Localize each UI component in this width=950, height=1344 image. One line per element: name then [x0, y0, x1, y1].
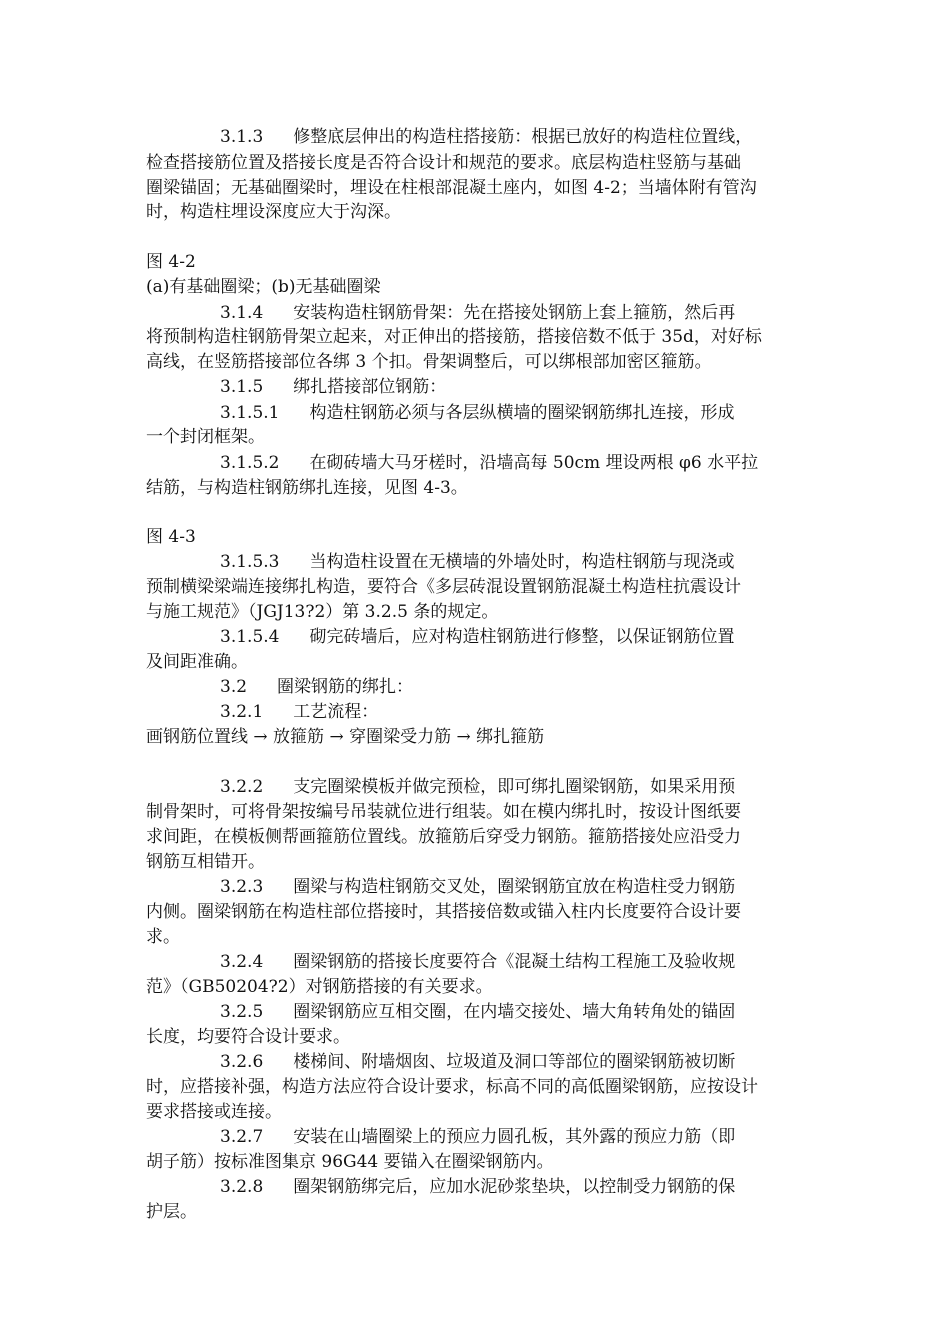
figure-4-3-label: 图 4-3 — [146, 527, 196, 547]
section-number: 3.2.7 — [220, 1127, 264, 1147]
paragraph-text: 砌完砖墙后，应对构造柱钢筋进行修整，以保证钢筋位置 — [309, 627, 735, 647]
paragraph-3-1-5-2-line-2: 结筋，与构造柱钢筋绑扎连接，见图 4-3。 — [146, 478, 468, 498]
paragraph-3-2-6-line-2: 时，应搭接补强，构造方法应符合设计要求，标高不同的高低圈梁钢筋，应按设计 — [146, 1077, 758, 1097]
paragraph-3-2-8-line-2: 护层。 — [146, 1202, 197, 1222]
paragraph-3-1-5-4-line-2: 及间距准确。 — [146, 652, 248, 672]
paragraph-3-1-3-line-2: 检查搭接筋位置及搭接长度是否符合设计和规范的要求。底层构造柱竖筋与基础 — [146, 153, 741, 173]
section-number: 3.2.3 — [220, 877, 264, 897]
paragraph-3-1-3-line-3: 圈梁锚固；无基础圈梁时，埋设在柱根部混凝土座内，如图 4-2；当墙体附有管沟 — [146, 178, 757, 198]
section-number: 3.2.8 — [220, 1177, 264, 1197]
paragraph-text: 修整底层伸出的构造柱搭接筋：根据已放好的构造柱位置线， — [293, 127, 753, 147]
paragraph-3-2-3-line-1 — [220, 875, 735, 899]
figure-4-2-label: 图 4-2 — [146, 252, 196, 272]
paragraph-3-2-6-line-1 — [220, 1050, 735, 1074]
paragraph-3-1-5-2-line-1 — [220, 451, 758, 475]
paragraph-3-2-2-line-1 — [220, 775, 735, 799]
paragraph-3-1-5-3-line-3: 与施工规范》（JGJ13?2）第 3.2.5 条的规定。 — [146, 602, 499, 622]
section-number: 3.2.1 — [220, 702, 264, 722]
heading-3-2-1 — [220, 700, 378, 724]
figure-4-2-caption: (a)有基础圈梁；(b)无基础圈梁 — [146, 277, 381, 297]
section-number: 3.1.5 — [220, 377, 264, 397]
section-number: 3.2.5 — [220, 1002, 264, 1022]
heading-3-1-5 — [220, 375, 446, 399]
heading-text: 圈梁钢筋的绑扎： — [277, 677, 414, 697]
heading-text: 绑扎搭接部位钢筋： — [293, 377, 447, 397]
paragraph-3-2-7-line-1 — [220, 1125, 735, 1149]
paragraph-3-2-4-line-1 — [220, 950, 735, 974]
paragraph-3-2-3-line-2: 内侧。圈梁钢筋在构造柱部位搭接时，其搭接倍数或锚入柱内长度要符合设计要 — [146, 902, 741, 922]
section-number: 3.1.5.1 — [220, 403, 280, 423]
section-number: 3.1.3 — [220, 127, 264, 147]
paragraph-text: 构造柱钢筋必须与各层纵横墙的圈梁钢筋绑扎连接，形成 — [309, 403, 735, 423]
paragraph-text: 支完圈梁模板并做完预检，即可绑扎圈梁钢筋，如果采用预 — [293, 777, 736, 797]
section-number: 3.2.2 — [220, 777, 264, 797]
section-number: 3.1.5.4 — [220, 627, 280, 647]
paragraph-3-1-4-line-2: 将预制构造柱钢筋骨架立起来，对正伸出的搭接筋，搭接倍数不低于 35d，对好标 — [146, 327, 762, 347]
heading-text: 工艺流程： — [293, 702, 379, 722]
paragraph-3-1-4-line-1 — [220, 301, 735, 325]
paragraph-3-1-5-3-line-2: 预制横梁梁端连接绑扎构造，要符合《多层砖混设置钢筋混凝土构造柱抗震设计 — [146, 577, 741, 597]
section-number: 3.1.5.2 — [220, 453, 280, 473]
paragraph-3-2-2-line-3: 求间距，在模板侧帮画箍筋位置线。放箍筋后穿受力钢筋。箍筋搭接处应沿受力 — [146, 827, 741, 847]
paragraph-3-1-5-3-line-1 — [220, 550, 734, 574]
paragraph-3-2-7-line-2: 胡子筋）按标准图集京 96G44 要锚入在圈梁钢筋内。 — [146, 1152, 554, 1172]
paragraph-text: 圈梁钢筋应互相交圈，在内墙交接处、墙大角转角处的锚固 — [293, 1002, 736, 1022]
paragraph-3-2-3-line-3: 求。 — [146, 927, 180, 947]
paragraph-3-2-5-line-1 — [220, 1000, 735, 1024]
section-number: 3.2 — [220, 677, 248, 697]
paragraph-3-2-4-line-2: 范》（GB50204?2）对钢筋搭接的有关要求。 — [146, 977, 493, 997]
paragraph-3-1-3-line-4: 时，构造柱埋设深度应大于沟深。 — [146, 202, 401, 222]
paragraph-3-1-5-4-line-1 — [220, 625, 734, 649]
heading-3-2 — [220, 675, 413, 699]
paragraph-3-2-5-line-2: 长度，均要符合设计要求。 — [146, 1027, 350, 1047]
paragraph-3-2-2-line-2: 制骨架时，可将骨架按编号吊装就位进行组装。如在模内绑扎时，按设计图纸要 — [146, 802, 741, 822]
paragraph-3-1-5-1-line-1 — [220, 401, 734, 425]
section-number: 3.2.4 — [220, 952, 264, 972]
section-number: 3.2.6 — [220, 1052, 264, 1072]
paragraph-text: 圈梁与构造柱钢筋交叉处，圈梁钢筋宜放在构造柱受力钢筋 — [293, 877, 736, 897]
paragraph-3-1-5-1-line-2: 一个封闭框架。 — [146, 427, 265, 447]
process-flow: 画钢筋位置线 → 放箍筋 → 穿圈梁受力筋 → 绑扎箍筋 — [146, 727, 545, 747]
paragraph-text: 楼梯间、附墙烟囱、垃圾道及洞口等部位的圈梁钢筋被切断 — [293, 1052, 736, 1072]
paragraph-text: 圈架钢筋绑完后，应加水泥砂浆垫块，以控制受力钢筋的保 — [293, 1177, 736, 1197]
paragraph-3-2-6-line-3: 要求搭接或连接。 — [146, 1102, 282, 1122]
section-number: 3.1.5.3 — [220, 552, 280, 572]
paragraph-3-2-2-line-4: 钢筋互相错开。 — [146, 852, 265, 872]
paragraph-3-2-8-line-1 — [220, 1175, 735, 1199]
paragraph-text: 安装在山墙圈梁上的预应力圆孔板，其外露的预应力筋（即 — [293, 1127, 736, 1147]
section-number: 3.1.4 — [220, 303, 264, 323]
paragraph-text: 圈梁钢筋的搭接长度要符合《混凝土结构工程施工及验收规 — [293, 952, 736, 972]
paragraph-text: 安装构造柱钢筋骨架：先在搭接处钢筋上套上箍筋，然后再 — [293, 303, 736, 323]
paragraph-text: 在砌砖墙大马牙槎时，沿墙高每 50cm 埋设两根 φ6 水平拉 — [309, 453, 759, 473]
paragraph-text: 当构造柱设置在无横墙的外墙处时，构造柱钢筋与现浇或 — [309, 552, 735, 572]
paragraph-3-1-4-line-3: 高线，在竖筋搭接部位各绑 3 个扣。骨架调整后，可以绑根部加密区箍筋。 — [146, 352, 712, 372]
paragraph-3-1-3-line-1 — [220, 125, 752, 149]
